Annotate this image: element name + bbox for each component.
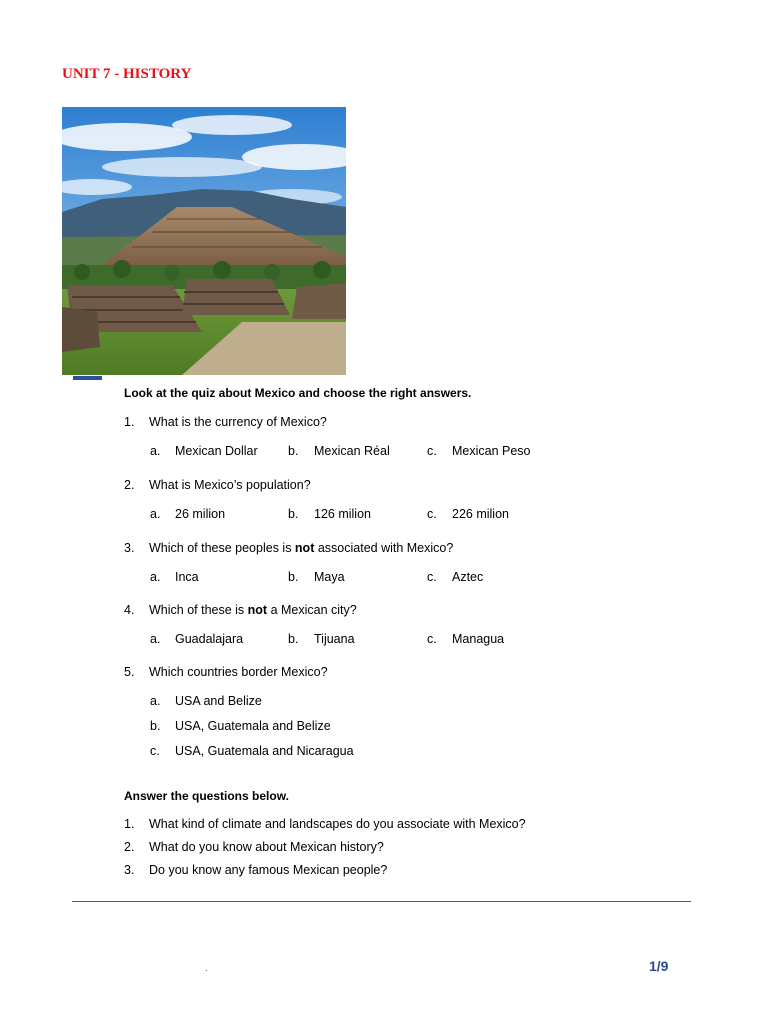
open-questions-instruction: Answer the questions below.: [124, 789, 289, 803]
option-a[interactable]: Inca: [175, 570, 199, 584]
option-letter: a.: [150, 507, 161, 521]
question-number: 2.: [124, 840, 135, 854]
question-text: What kind of climate and landscapes do you associate with Mexico?: [149, 817, 526, 831]
blue-tab-accent: [73, 376, 102, 380]
emphasis-not: not: [247, 603, 268, 617]
option-letter: c.: [427, 507, 437, 521]
option-b[interactable]: 126 milion: [314, 507, 371, 521]
question-text: Which countries border Mexico?: [149, 665, 328, 679]
emphasis-not: not: [294, 541, 315, 555]
option-letter: b.: [288, 570, 299, 584]
question-number: 3.: [124, 863, 135, 877]
option-letter: a.: [150, 694, 161, 708]
option-b[interactable]: Tijuana: [314, 632, 355, 646]
option-c[interactable]: Mexican Peso: [452, 444, 531, 458]
option-letter: a.: [150, 570, 161, 584]
option-letter: b.: [288, 444, 299, 458]
question-number: 1.: [124, 415, 135, 429]
option-b[interactable]: Maya: [314, 570, 345, 584]
option-a[interactable]: Mexican Dollar: [175, 444, 258, 458]
question-number: 3.: [124, 541, 135, 555]
option-letter: a.: [150, 444, 161, 458]
question-text: Which of these peoples is not associated with Mexico?: [149, 541, 454, 555]
question-text: What do you know about Mexican history?: [149, 840, 384, 854]
option-c[interactable]: USA, Guatemala and Nicaragua: [175, 744, 354, 758]
option-b[interactable]: USA, Guatemala and Belize: [175, 719, 331, 733]
option-letter: c.: [427, 632, 437, 646]
option-letter: c.: [427, 570, 437, 584]
option-letter: b.: [288, 507, 299, 521]
option-letter: b.: [150, 719, 161, 733]
pyramid-photo: [62, 107, 346, 375]
option-c[interactable]: Managua: [452, 632, 505, 646]
option-letter: a.: [150, 632, 161, 646]
option-letter: c.: [150, 744, 160, 758]
footer-mark: .: [205, 963, 208, 974]
quiz-instruction: Look at the quiz about Mexico and choose the right answers.: [124, 386, 472, 400]
question-number: 1.: [124, 817, 135, 831]
option-a[interactable]: 26 milion: [175, 507, 226, 521]
option-a[interactable]: USA and Belize: [175, 694, 262, 708]
question-text: Which of these is not a Mexican city?: [149, 603, 357, 617]
unit-title: UNIT 7 - HISTORY: [62, 66, 192, 82]
question-text: Do you know any famous Mexican people?: [149, 863, 388, 877]
option-letter: c.: [427, 444, 437, 458]
page-number: 1/9: [649, 958, 669, 974]
question-number: 4.: [124, 603, 135, 617]
question-number: 2.: [124, 478, 135, 492]
footer-divider: [72, 901, 691, 902]
option-b[interactable]: Mexican Réal: [314, 444, 390, 458]
option-a[interactable]: Guadalajara: [175, 632, 244, 646]
question-text: What is Mexico’s population?: [149, 478, 311, 492]
option-c[interactable]: 226 milion: [452, 507, 509, 521]
option-c[interactable]: Aztec: [452, 570, 484, 584]
option-letter: b.: [288, 632, 299, 646]
question-number: 5.: [124, 665, 135, 679]
question-text: What is the currency of Mexico?: [149, 415, 327, 429]
